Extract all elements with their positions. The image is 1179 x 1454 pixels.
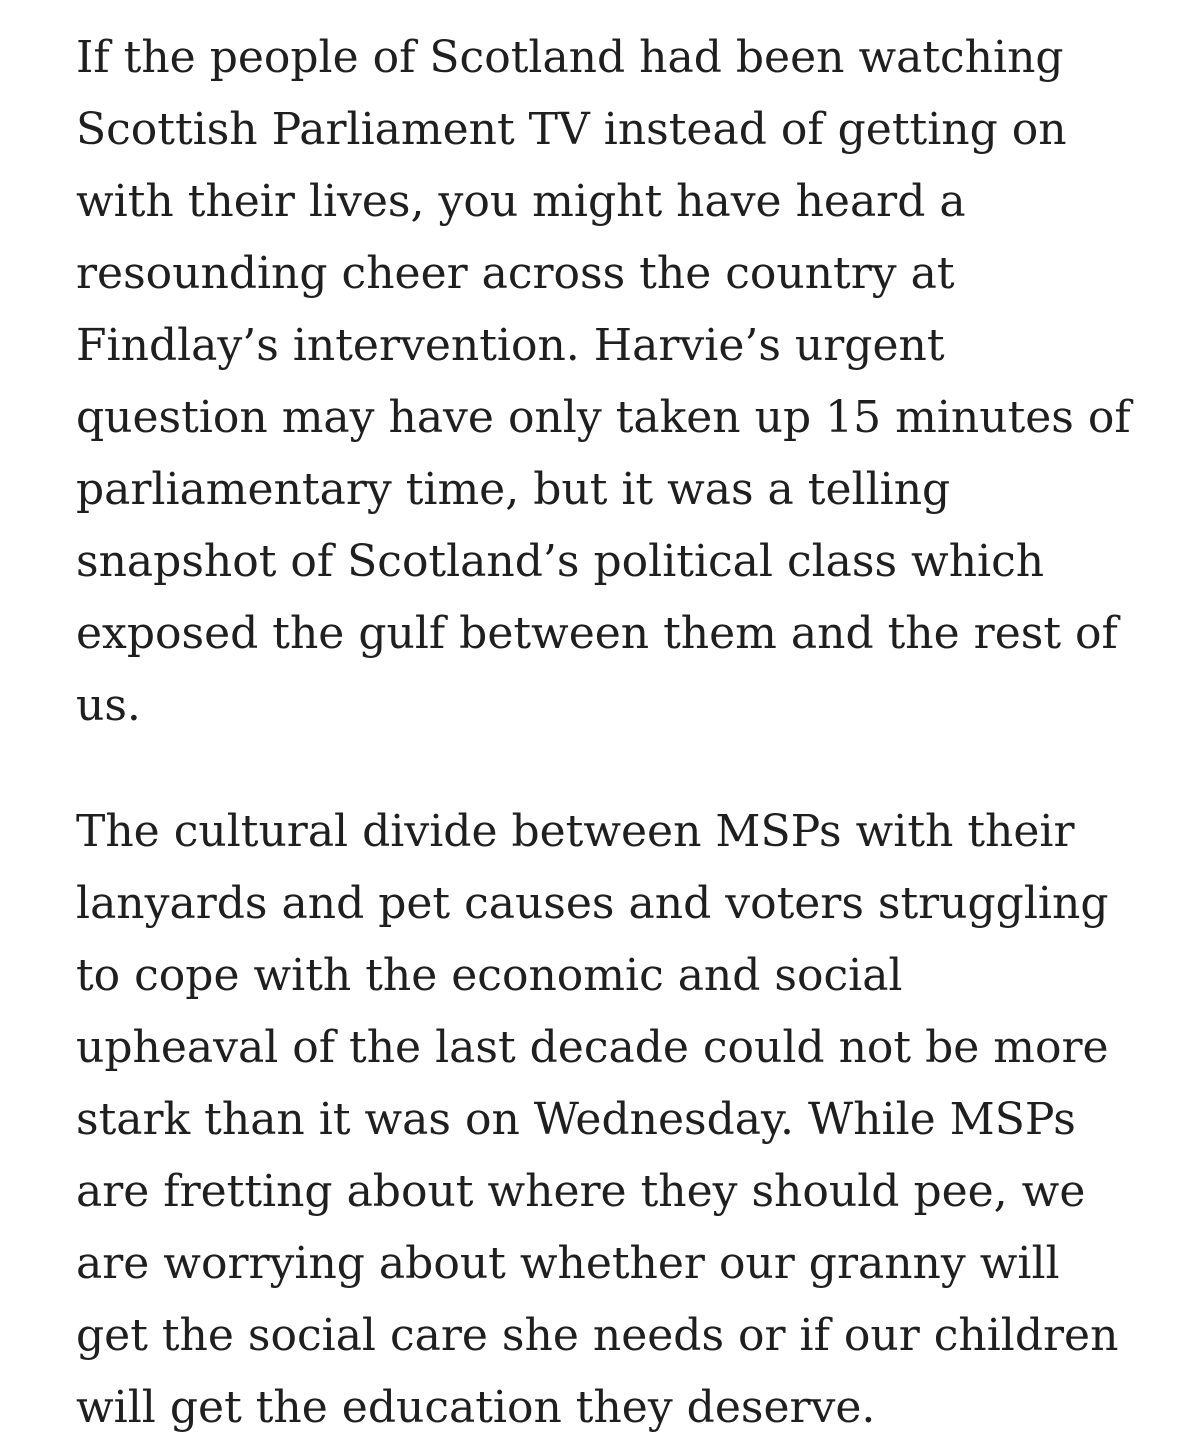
text-line: get the social care she needs or if our children [76, 1310, 1119, 1361]
text-line: will get the education they deserve. [76, 1382, 876, 1433]
text-line: are worrying about whether our granny will [76, 1238, 1060, 1289]
text-line: The cultural divide between MSPs with their [76, 806, 1075, 857]
text-line: resounding cheer across the country at [76, 248, 955, 299]
text-line: with their lives, you might have heard a [76, 176, 966, 227]
text-line: parliamentary time, but it was a telling [76, 464, 951, 515]
text-line: stark than it was on Wednesday. While MSPs [76, 1094, 1076, 1145]
text-line: lanyards and pet causes and voters struggling [76, 878, 1109, 929]
text-line: If the people of Scotland had been watching [76, 32, 1064, 83]
text-line: upheaval of the last decade could not be more [76, 1022, 1109, 1073]
paragraph-2 [76, 796, 1146, 1444]
text-line: snapshot of Scotland’s political class which [76, 536, 1045, 587]
text-line: exposed the gulf between them and the rest of [76, 608, 1118, 659]
text-line: are fretting about where they should pee, we [76, 1166, 1086, 1217]
text-line: Findlay’s intervention. Harvie’s urgent [76, 320, 945, 371]
text-line: to cope with the economic and social [76, 950, 903, 1001]
paragraph-1 [76, 22, 1146, 742]
text-line: Scottish Parliament TV instead of getting on [76, 104, 1067, 155]
article-body [76, 22, 1146, 1444]
text-line: question may have only taken up 15 minutes of [76, 392, 1131, 443]
text-line: us. [76, 680, 141, 731]
